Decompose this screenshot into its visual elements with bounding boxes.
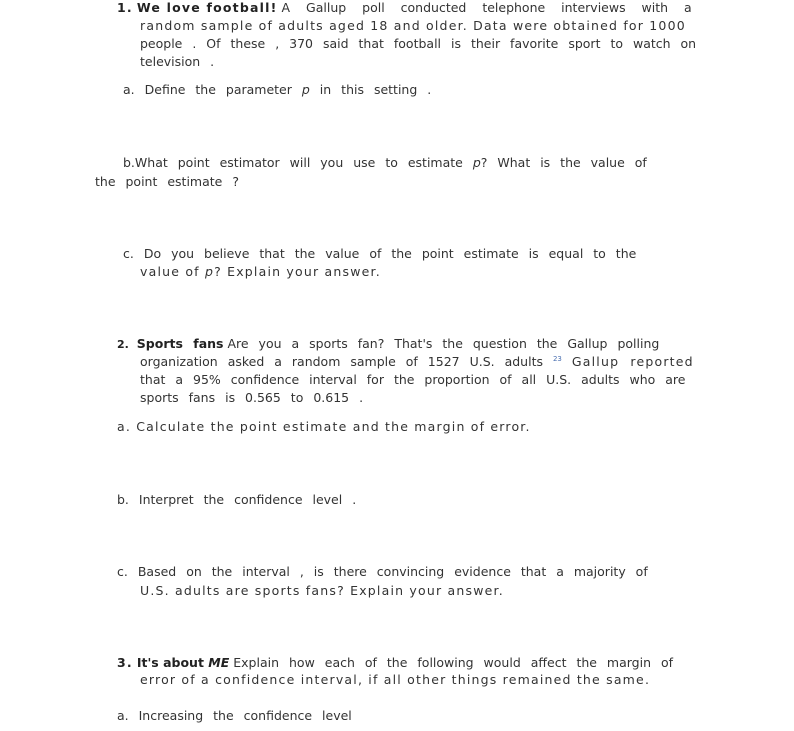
q3-intro-line1: Explain how each of the following would affect the margin of [233, 655, 674, 670]
q2-b-label: b. [117, 492, 129, 507]
q2-number: 2. [117, 338, 129, 351]
q1-intro-line2: random sample of adults aged 18 and older. Data were obtained for 1000 [140, 18, 686, 33]
q2-title: Sports fans [136, 336, 224, 351]
q1-intro-line4: television . [140, 54, 215, 69]
footnote-reference[interactable]: 23 [552, 354, 562, 363]
q1-part-a: a. Define the parameter p in this setting . [123, 82, 432, 97]
q1-part-b: b.What point estimator will you use to estimate p? What is the value of [123, 155, 647, 170]
q2-part-c: c. Based on the interval , is there convincing evidence that a majority of [117, 564, 648, 579]
q3-intro-line2: error of a confidence interval, if all other things remained the same. [140, 672, 651, 687]
q2-a-label: a. [117, 419, 132, 434]
q3-part-a: a. Increasing the confidence level [117, 708, 352, 723]
q2-intro-line4: sports fans is 0.565 to 0.615 . [140, 390, 364, 405]
q1-part-c-line2: value of p? Explain your answer. [140, 264, 381, 279]
q1-intro-line1: A Gallup poll conducted telephone interviews with a [281, 0, 692, 15]
q3-number: 3. [117, 655, 133, 670]
q1-part-b-line2: the point estimate ? [95, 174, 239, 189]
q3-line1 [117, 655, 673, 670]
q2-part-b: b. Interpret the confidence level . [117, 492, 357, 507]
q1-title: We love football! [136, 0, 278, 15]
q1-intro-line3: people . Of these , 370 said that football is their favorite sport to watch on [140, 36, 697, 51]
q2-intro-line2: organization asked a random sample of 1527 U.S. adults $^{23}$ Gallup reported [140, 354, 694, 369]
q2-intro-line3: that a 95% confidence interval for the proportion of all U.S. adults who are [140, 372, 686, 387]
parameter-p: p [301, 82, 310, 97]
q1-line1 [117, 0, 692, 15]
q1-a-label: a. [123, 82, 135, 97]
q2-line1 [117, 336, 659, 351]
q2-intro-line1: Are you a sports fan? That's the question the Gallup polling [227, 336, 660, 351]
q2-part-a: a. Calculate the point estimate and the margin of error. [117, 419, 531, 434]
q1-part-c: c. Do you believe that the value of the point estimate is equal to the [123, 246, 637, 261]
q3-title: It's about ME [136, 655, 230, 670]
q1-b-label: b. [123, 155, 135, 170]
q1-c-label: c. [123, 246, 134, 261]
q2-c-label: c. [117, 564, 128, 579]
q3-a-label: a. [117, 708, 129, 723]
q1-number: 1. [117, 0, 133, 15]
q2-part-c-line2: U.S. adults are sports fans? Explain your answer. [140, 583, 504, 598]
